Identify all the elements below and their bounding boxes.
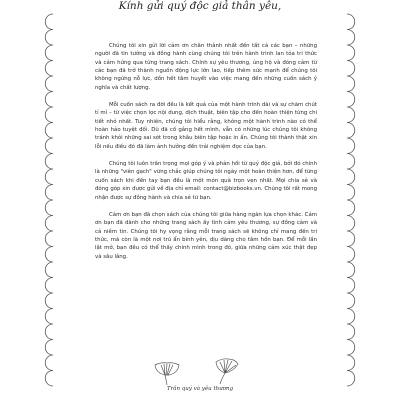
paragraph-2: Mỗi cuốn sách ra đời đều là kết quả của một hành trình dài và sự chăm chút tỉ mỉ – từ việc chọn lọc nội dung, dịch thuật, biên tập cho đến hoàn thiện từng chi tiết nhỏ nhất. Tuy nhiên, chúng tôi hiểu rằng, không một hành trình nào có thể hoàn hảo tuyệt đối. Dù đã cố gắng hết mình, vẫn có những lúc chúng tôi không tránh khỏi những sai sót trong khâu biên tập hoặc in ấn. Chúng tôi thành thật xin lỗi nếu điều đó đã làm ảnh hưởng đến trải nghiệm đọc của bạn. — [95, 102, 317, 150]
paragraph-4: Cảm ơn bạn đã chọn sách của chúng tôi giữa hàng ngàn lựa chọn khác. Cảm ơn bạn đã dành cho những trang sách ấy tình cảm yêu thương, sự đồng cảm và cả niềm tin. Chúng tôi hy vọng rằng mỗi trang sách sẽ không chỉ mang đến tri thức, mà còn là một nơi trú ẩn bình yên, dịu dàng cho tâm hồn bạn. Để mỗi lần lật mở, bạn đều có thể thấy chính mình trong đó, giữa những cảm xúc thật đẹp và sâu lắng. — [95, 211, 317, 260]
page-title: Kính gửi quý độc giả thân yêu, — [118, 0, 282, 12]
letter-body — [95, 42, 317, 270]
ginkgo-leaf-icon — [210, 356, 240, 386]
paragraph-1: Chúng tôi xin gửi lời cảm ơn chân thành nhất đến tất cả các bạn – những người đã tin tưởng và đồng hành cùng chúng tôi trên hành trình lan tỏa tri thức và cảm hứng qua từng trang sách. Chính sự yêu thương, ủng hộ và đóng cảm từ các bạn đã trở thành nguồn động lực lớn lao, tiếp thêm sức mạnh để chúng tôi không ngừng nỗ lực, dồn hết tâm huyết vào việc mang đến những cuốn sách ý nghĩa và chất lượng. — [95, 43, 317, 91]
ginkgo-leaf-icon — [153, 361, 181, 387]
signature: Trân quý và yêu thương — [166, 386, 234, 392]
paragraph-3: Chúng tôi luôn trân trọng mọi góp ý và phản hồi từ quý độc giả, bởi đó chính là những "viên gạch" vững chắc giúp chúng tôi ngày một hoàn thiện hơn, để từng cuốn sách khi đến tay bạn đều là một món quà trọn vẹn nhất. Mọi chia sẻ và đóng góp xin được gửi về địa chỉ email: contact@bizbooks.vn. Chúng tôi rất mong nhận được sự đồng hành và chia sẻ từ bạn. — [95, 161, 317, 201]
